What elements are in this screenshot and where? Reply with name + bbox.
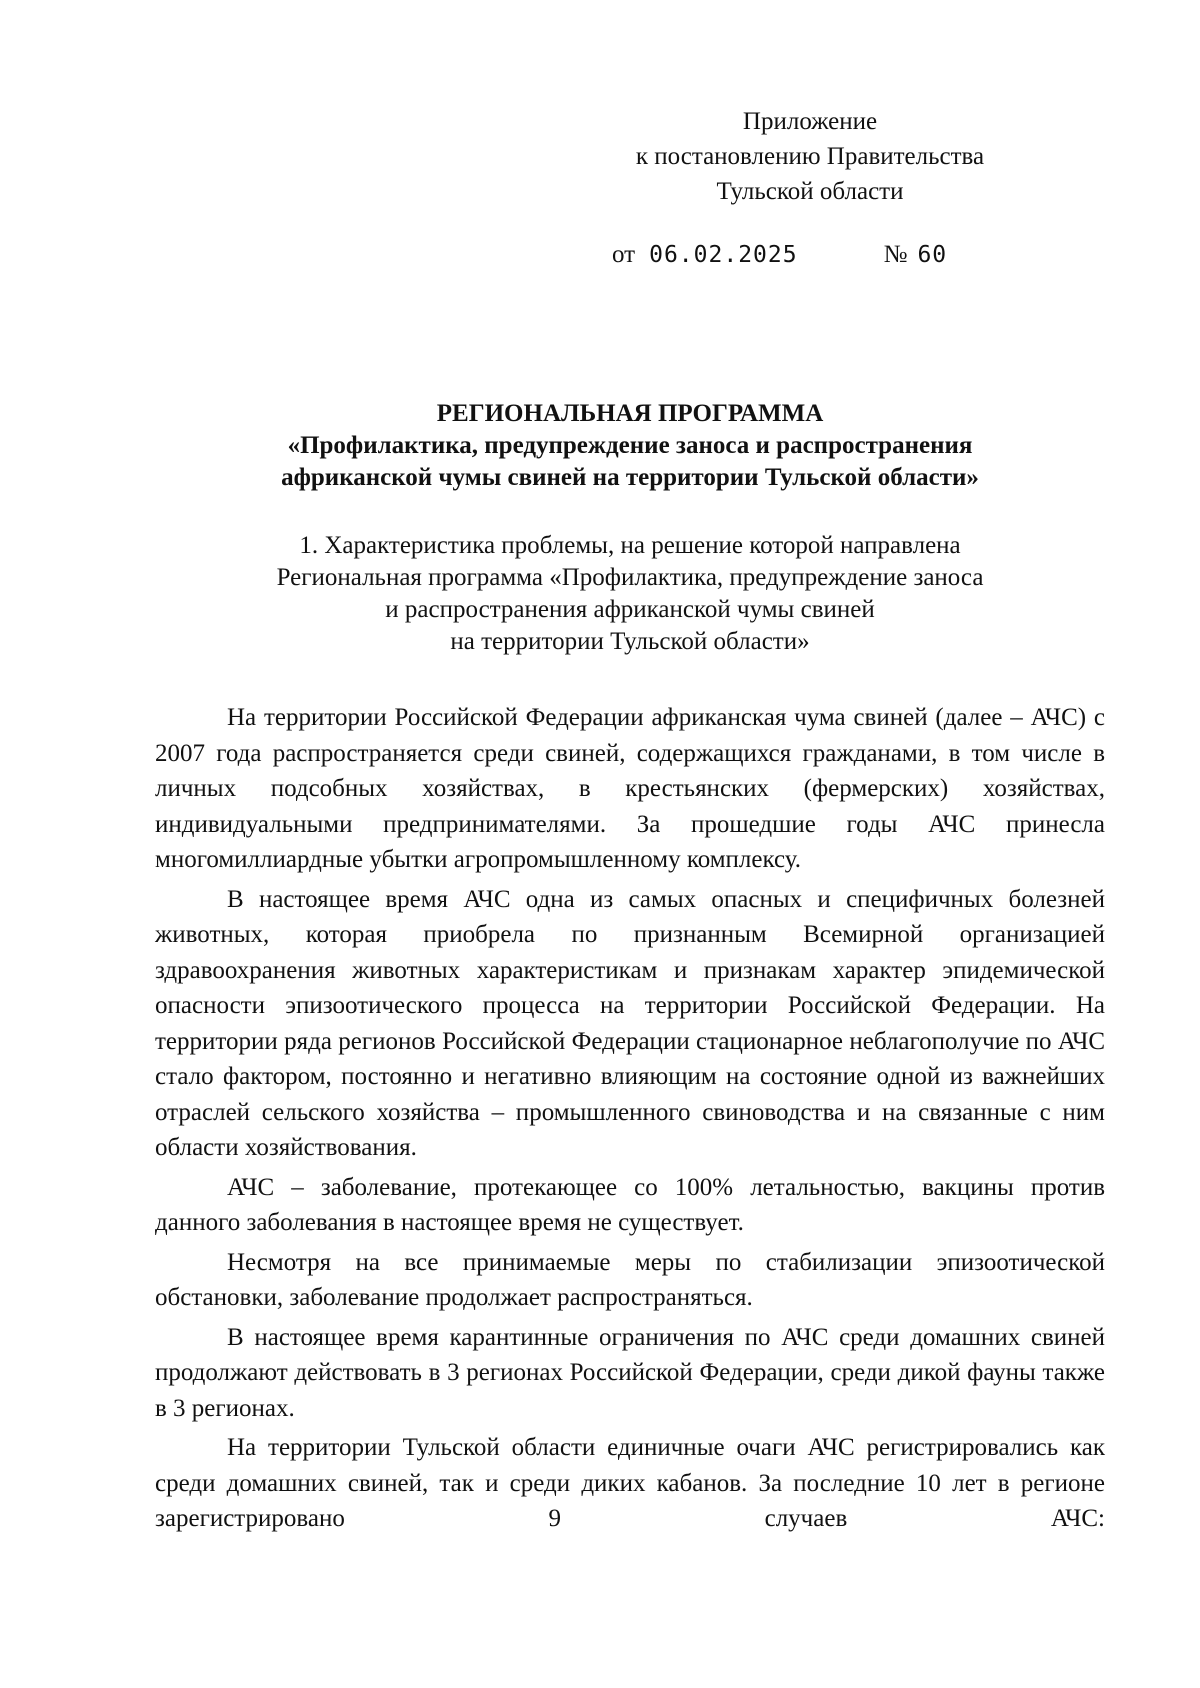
section-heading-line-2: Региональная программа «Профилактика, предупреждение заноса	[276, 564, 984, 591]
paragraph: Несмотря на все принимаемые меры по стабилизации эпизоотической обстановки, заболевание продолжает распространяться.	[155, 1248, 1105, 1311]
section-heading	[120, 530, 1140, 658]
program-title-line-3: африканской чумы свиней на территории Тульской области»	[281, 464, 979, 491]
paragraph: В настоящее время АЧС одна из самых опасных и специфичных болезней животных, которая приобрела по признанным Всемирной организацией здравоохранения животных характеристикам и признакам характер эпидемической опасности эпизоотического процесса на территории Российской Федерации. На территории ряда регионов Российской Федерации стационарное неблагополучие по АЧС стало фактором, постоянно и негативно влияющим на состояние одной из важнейших отраслей сельского хозяйства – промышленного свиноводства и на связанные с ним области хозяйствования.	[155, 885, 1105, 1161]
program-title-line-2: «Профилактика, предупреждение заноса и распространения	[287, 432, 973, 459]
appendix-line-1: Приложение	[742, 108, 878, 135]
decree-number: 60	[917, 242, 948, 268]
appendix-line-2: к постановлению Правительства	[635, 143, 985, 170]
decree-date-label: от	[612, 241, 636, 268]
paragraph: В настоящее время карантинные ограничения по АЧС среди домашних свиней продолжают действовать в 3 регионах Российской Федерации, среди дикой фауны также в 3 регионах.	[155, 1323, 1105, 1422]
paragraph: На территории Тульской области единичные очаги АЧС регистрировались как среди домашних свиней, так и среди диких кабанов. За последние 10 лет в регионе зарегистрировано 9 случаев АЧС:	[155, 1434, 1105, 1532]
section-heading-line-4: на территории Тульской области»	[450, 628, 810, 655]
body-text	[155, 700, 1105, 1537]
appendix-line-3: Тульской области	[716, 178, 904, 205]
program-title-line-1: РЕГИОНАЛЬНАЯ ПРОГРАММА	[436, 400, 824, 427]
program-title	[120, 398, 1140, 494]
section-heading-line-1: 1. Характеристика проблемы, на решение которой направлена	[299, 532, 961, 559]
appendix-header	[600, 104, 1020, 209]
paragraph: АЧС – заболевание, протекающее со 100% летальностью, вакцины против данного заболевания в настоящее время не существует.	[155, 1173, 1105, 1236]
decree-date: 06.02.2025	[649, 242, 798, 268]
section-heading-line-3: и распространения африканской чумы свиней	[385, 596, 875, 623]
paragraph: На территории Российской Федерации африканская чума свиней (далее – АЧС) с 2007 года распространяется среди свиней, содержащихся гражданами, в том числе в личных подсобных хозяйствах, в крестьянских (фермерских) хозяйствах, индивидуальными предпринимателями. За прошедшие годы АЧС принесла многомиллиардные убытки агропромышленному комплексу.	[155, 704, 1105, 873]
decree-date-number	[612, 240, 947, 270]
decree-number-label: №	[883, 241, 908, 268]
